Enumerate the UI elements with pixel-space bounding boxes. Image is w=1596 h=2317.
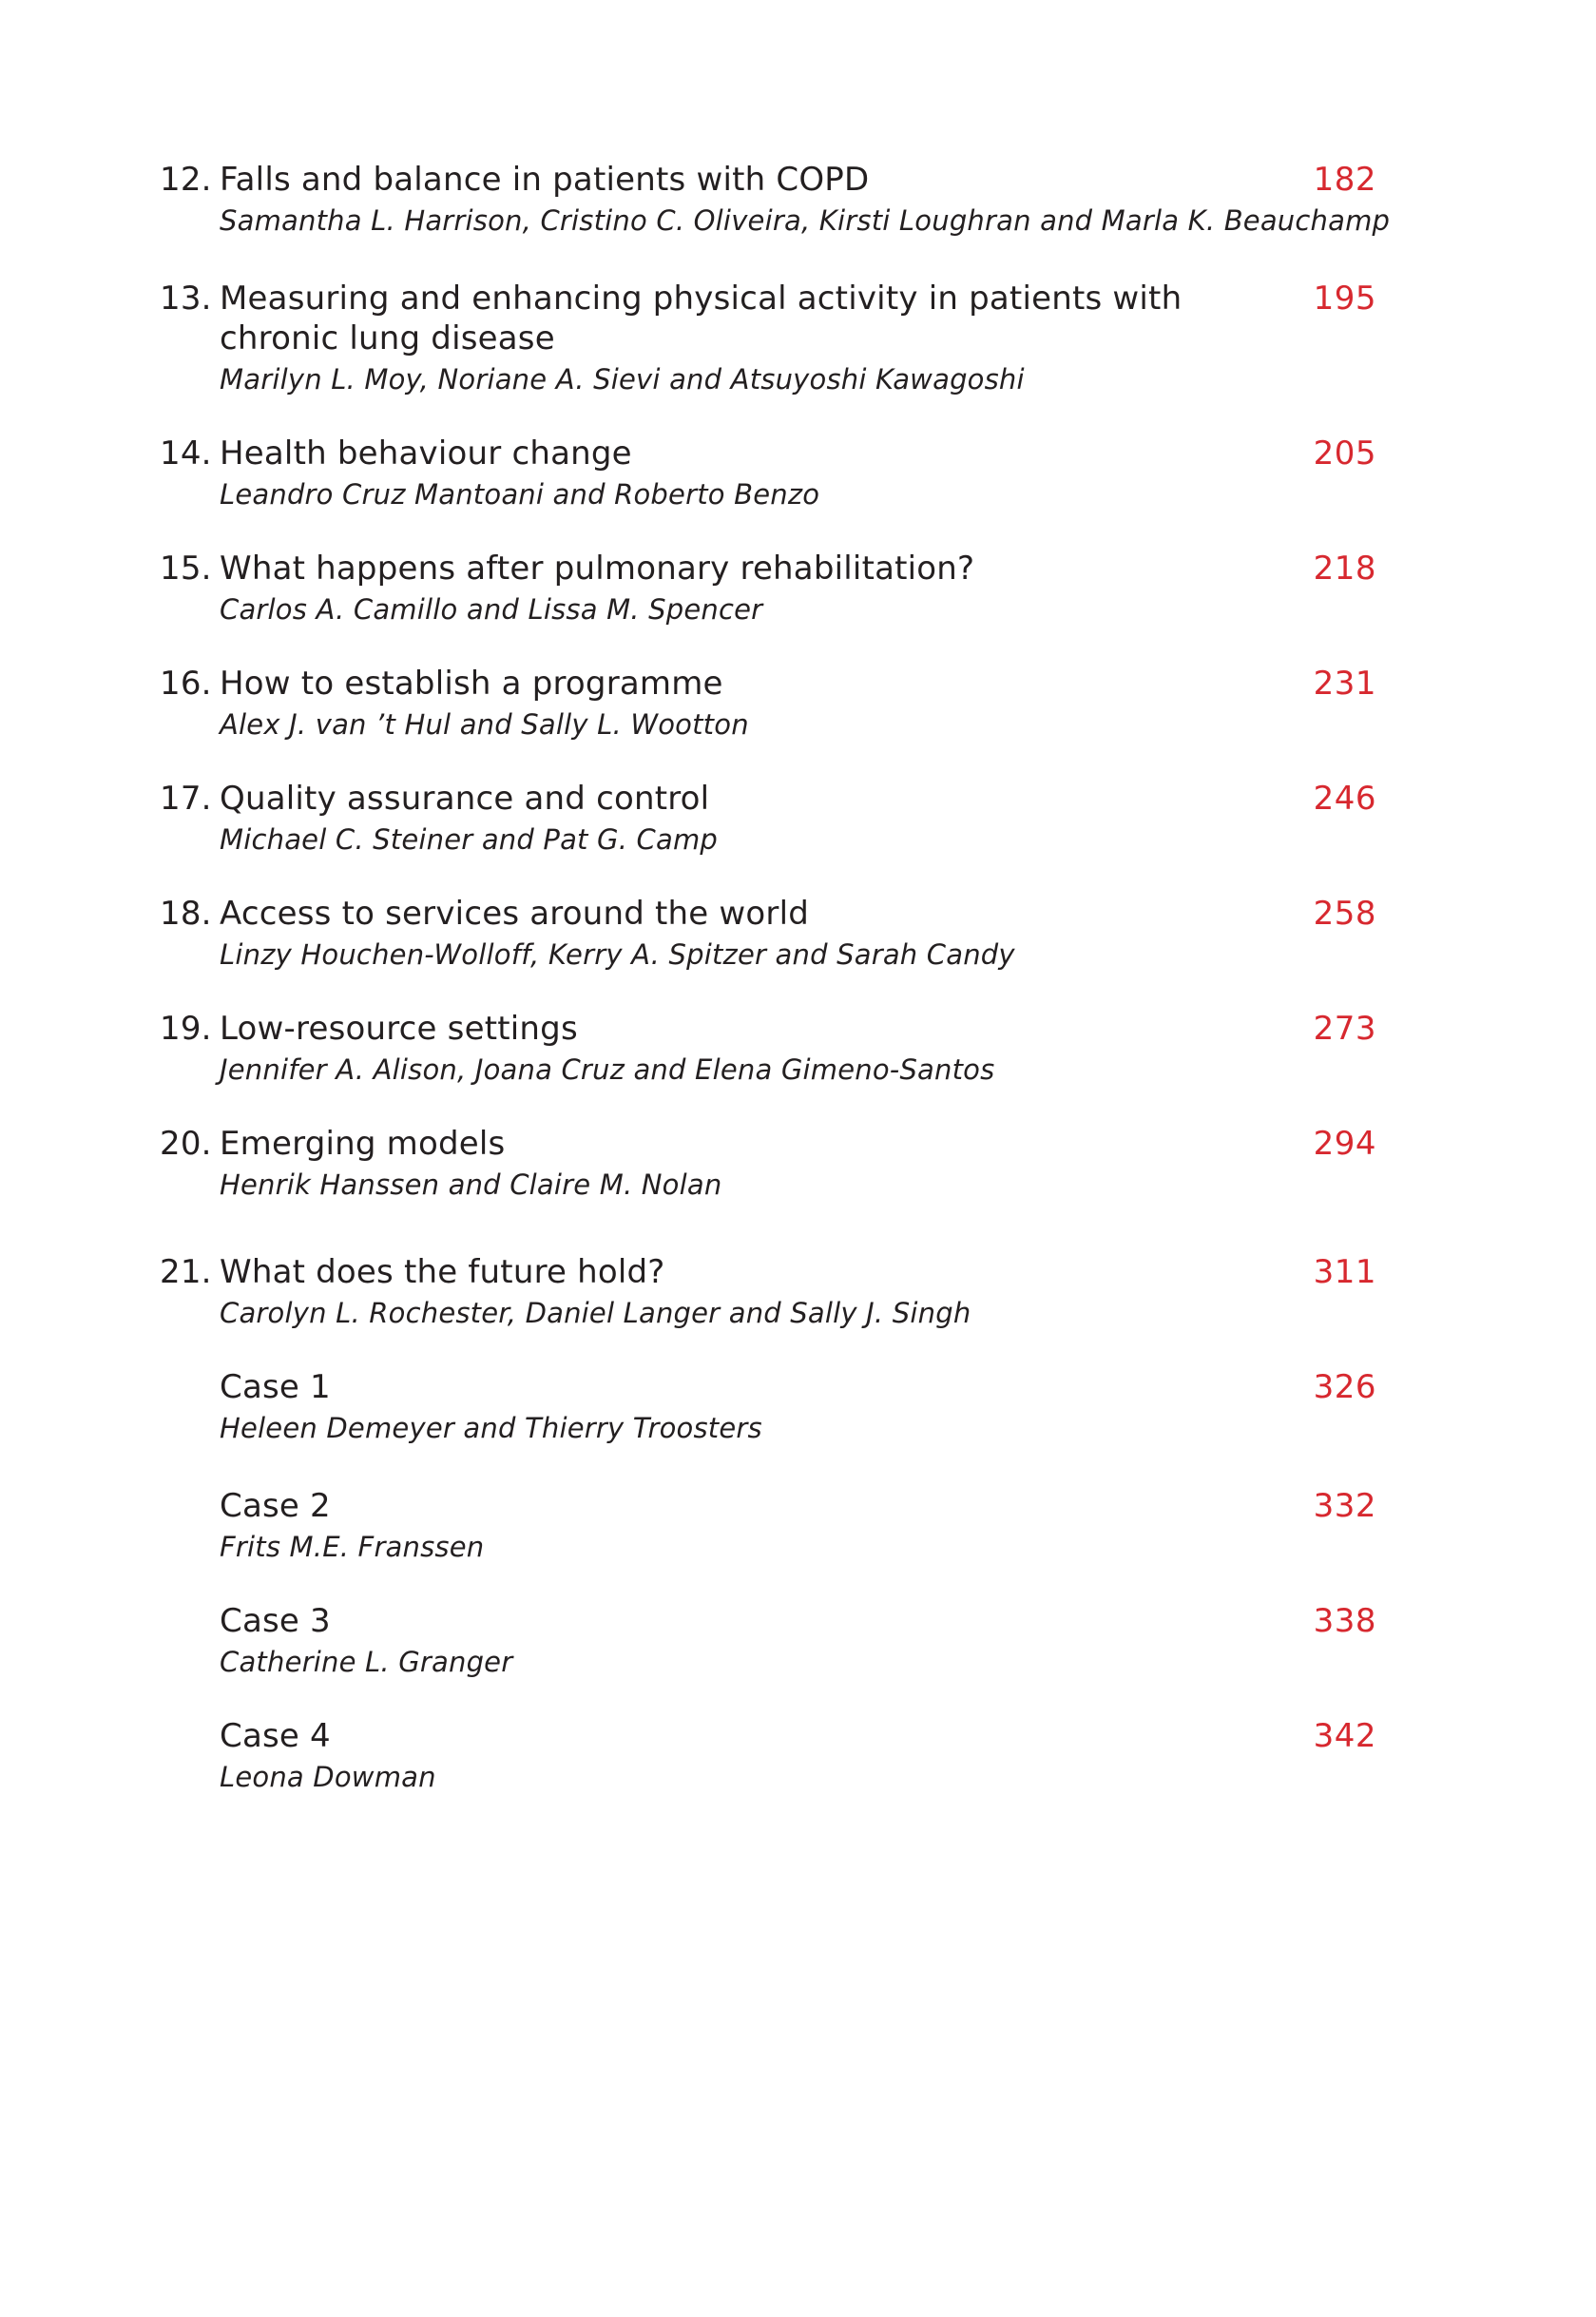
chapter-number: 19. xyxy=(160,1010,212,1048)
chapter-title-line: What does the future hold? xyxy=(220,1253,665,1291)
chapter-title xyxy=(220,779,1246,819)
page-number: 338 xyxy=(1313,1602,1376,1640)
chapter-title-line: Low-resource settings xyxy=(220,1010,578,1048)
chapter-number: 16. xyxy=(160,665,212,703)
page-number: 326 xyxy=(1313,1368,1376,1406)
chapter-title xyxy=(220,1252,1246,1292)
chapter-title xyxy=(220,160,1246,200)
chapter-authors: Carolyn L. Rochester, Daniel Langer and Sally J. Singh xyxy=(220,1297,971,1329)
page-number: 342 xyxy=(1313,1717,1376,1755)
chapter-authors: Carlos A. Camillo and Lissa M. Spencer xyxy=(220,593,763,626)
chapter-title-line: chronic lung disease xyxy=(220,319,555,357)
chapter-title xyxy=(220,1601,1246,1641)
chapter-title xyxy=(220,279,1246,358)
chapter-title-line: Emerging models xyxy=(220,1125,506,1163)
chapter-authors: Marilyn L. Moy, Noriane A. Sievi and Atsuyoshi Kawagoshi xyxy=(220,363,1025,396)
chapter-number: 15. xyxy=(160,550,212,588)
page-number: 231 xyxy=(1313,665,1376,703)
chapter-authors: Frits M.E. Franssen xyxy=(220,1531,485,1563)
chapter-authors: Leandro Cruz Mantoani and Roberto Benzo xyxy=(220,478,820,511)
chapter-title-line: Access to services around the world xyxy=(220,895,810,933)
page-number: 294 xyxy=(1313,1125,1376,1163)
page-number: 273 xyxy=(1313,1010,1376,1048)
chapter-number: 12. xyxy=(160,161,212,199)
page-number: 195 xyxy=(1313,280,1376,318)
chapter-title-line: Case 1 xyxy=(220,1368,331,1406)
chapter-number: 18. xyxy=(160,895,212,933)
chapter-title xyxy=(220,1124,1246,1164)
chapter-title xyxy=(220,1716,1246,1756)
chapter-authors: Samantha L. Harrison, Cristino C. Oliveira, Kirsti Loughran and Marla K. Beauchamp xyxy=(220,204,1391,237)
chapter-authors: Linzy Houchen-Wolloff, Kerry A. Spitzer and Sarah Candy xyxy=(220,938,1015,971)
chapter-title-line: Measuring and enhancing physical activity in patients with xyxy=(220,280,1183,318)
chapter-title-line: Quality assurance and control xyxy=(220,780,710,818)
chapter-title xyxy=(220,1486,1246,1526)
chapter-title-line: How to establish a programme xyxy=(220,665,723,703)
page-number: 258 xyxy=(1313,895,1376,933)
chapter-title-line: Health behaviour change xyxy=(220,434,632,473)
chapter-title xyxy=(220,434,1246,473)
chapter-authors: Heleen Demeyer and Thierry Troosters xyxy=(220,1412,762,1444)
chapter-authors: Alex J. van ’t Hul and Sally L. Wootton xyxy=(220,708,749,741)
chapter-title-line: Case 4 xyxy=(220,1717,331,1755)
page-number: 205 xyxy=(1313,434,1376,473)
chapter-authors: Jennifer A. Alison, Joana Cruz and Elena Gimeno-Santos xyxy=(220,1053,995,1086)
page-number: 246 xyxy=(1313,780,1376,818)
page-number: 218 xyxy=(1313,550,1376,588)
chapter-number: 17. xyxy=(160,780,212,818)
page-number: 182 xyxy=(1313,161,1376,199)
page-number: 332 xyxy=(1313,1487,1376,1525)
chapter-authors: Henrik Hanssen and Claire M. Nolan xyxy=(220,1168,722,1201)
chapter-title xyxy=(220,894,1246,934)
chapter-title xyxy=(220,1367,1246,1407)
chapter-title-line: Case 3 xyxy=(220,1602,331,1640)
page-number: 311 xyxy=(1313,1253,1376,1291)
chapter-number: 21. xyxy=(160,1253,212,1291)
chapter-title-line: Falls and balance in patients with COPD xyxy=(220,161,870,199)
chapter-authors: Catherine L. Granger xyxy=(220,1646,513,1678)
chapter-title-line: What happens after pulmonary rehabilitation? xyxy=(220,550,975,588)
chapter-title xyxy=(220,1009,1246,1049)
chapter-title xyxy=(220,664,1246,704)
chapter-number: 13. xyxy=(160,280,212,318)
chapter-number: 14. xyxy=(160,434,212,473)
chapter-authors: Leona Dowman xyxy=(220,1761,436,1793)
chapter-number: 20. xyxy=(160,1125,212,1163)
chapter-title xyxy=(220,549,1246,589)
chapter-title-line: Case 2 xyxy=(220,1487,331,1525)
chapter-authors: Michael C. Steiner and Pat G. Camp xyxy=(220,823,719,856)
